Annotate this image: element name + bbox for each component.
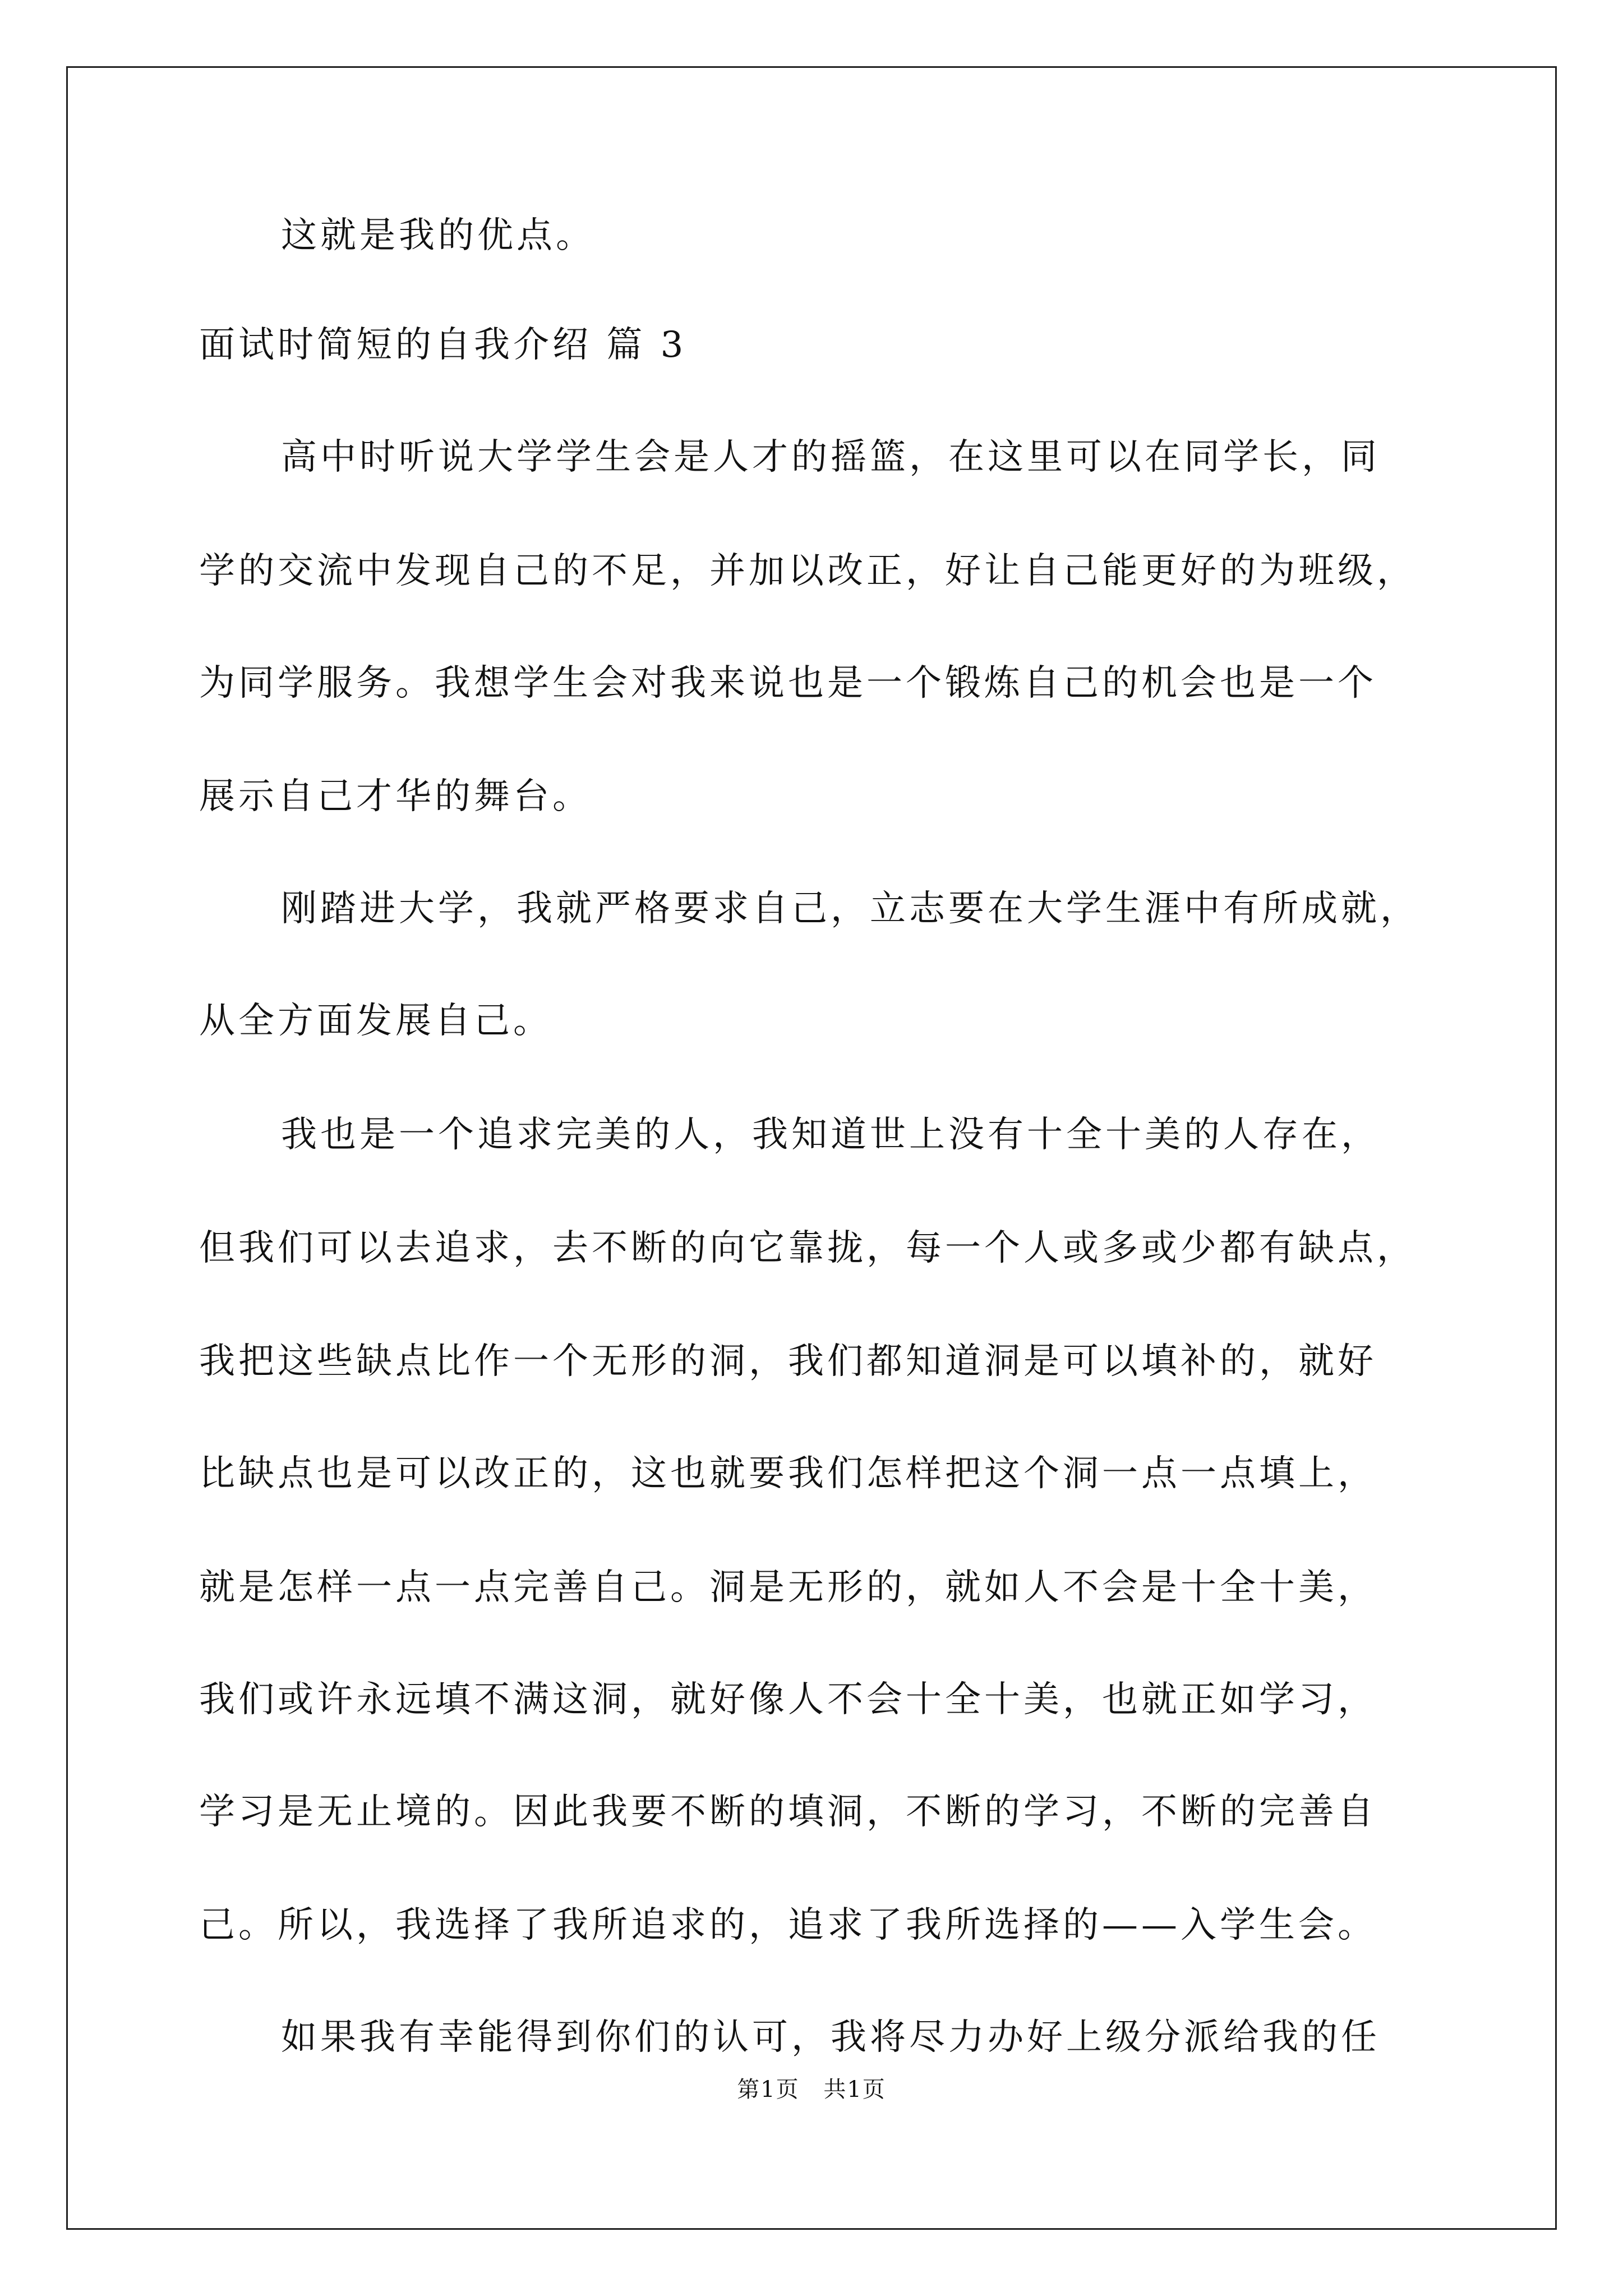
page-number: 第1页 [737, 2077, 800, 2102]
paragraph-line: 为同学服务。我想学生会对我来说也是一个锻炼自己的机会也是一个 [199, 662, 1377, 704]
paragraph-line: 就是怎样一点一点完善自己。洞是无形的，就如人不会是十全十美， [199, 1567, 1377, 1608]
page-total: 共1页 [823, 2077, 886, 2102]
paragraph-line: 刚踏进大学，我就严格要求自己，立志要在大学生涯中有所成就， [281, 888, 1419, 930]
paragraph-line: 学习是无止境的。因此我要不断的填洞，不断的学习，不断的完善自 [199, 1791, 1377, 1833]
paragraph-line: 展示自己才华的舞台。 [199, 776, 592, 817]
paragraph-line: 从全方面发展自己。 [199, 1000, 552, 1042]
paragraph-line: 我把这些缺点比作一个无形的洞，我们都知道洞是可以填补的，就好 [199, 1341, 1377, 1382]
paragraph-line: 学的交流中发现自己的不足，并加以改正，好让自己能更好的为班级， [199, 550, 1416, 592]
paragraph-line: 但我们可以去追求，去不断的向它靠拢，每一个人或多或少都有缺点， [199, 1227, 1416, 1269]
paragraph-line: 这就是我的优点。 [281, 215, 595, 256]
paragraph-line: 我们或许永远填不满这洞，就好像人不会十全十美，也就正如学习， [199, 1679, 1377, 1720]
paragraph-line: 比缺点也是可以改正的，这也就要我们怎样把这个洞一点一点填上， [199, 1453, 1377, 1494]
paragraph-line: 己。所以，我选择了我所追求的，追求了我所选择的——入学生会。 [199, 1904, 1377, 1946]
section-heading: 面试时简短的自我介绍 篇 3 [199, 324, 687, 366]
paragraph-line: 如果我有幸能得到你们的认可，我将尽力办好上级分派给我的任 [281, 2017, 1380, 2058]
page-footer [0, 2076, 1623, 2104]
paragraph-line: 高中时听说大学学生会是人才的摇篮，在这里可以在同学长，同 [281, 436, 1380, 478]
paragraph-line: 我也是一个追求完美的人，我知道世上没有十全十美的人存在， [281, 1114, 1380, 1156]
